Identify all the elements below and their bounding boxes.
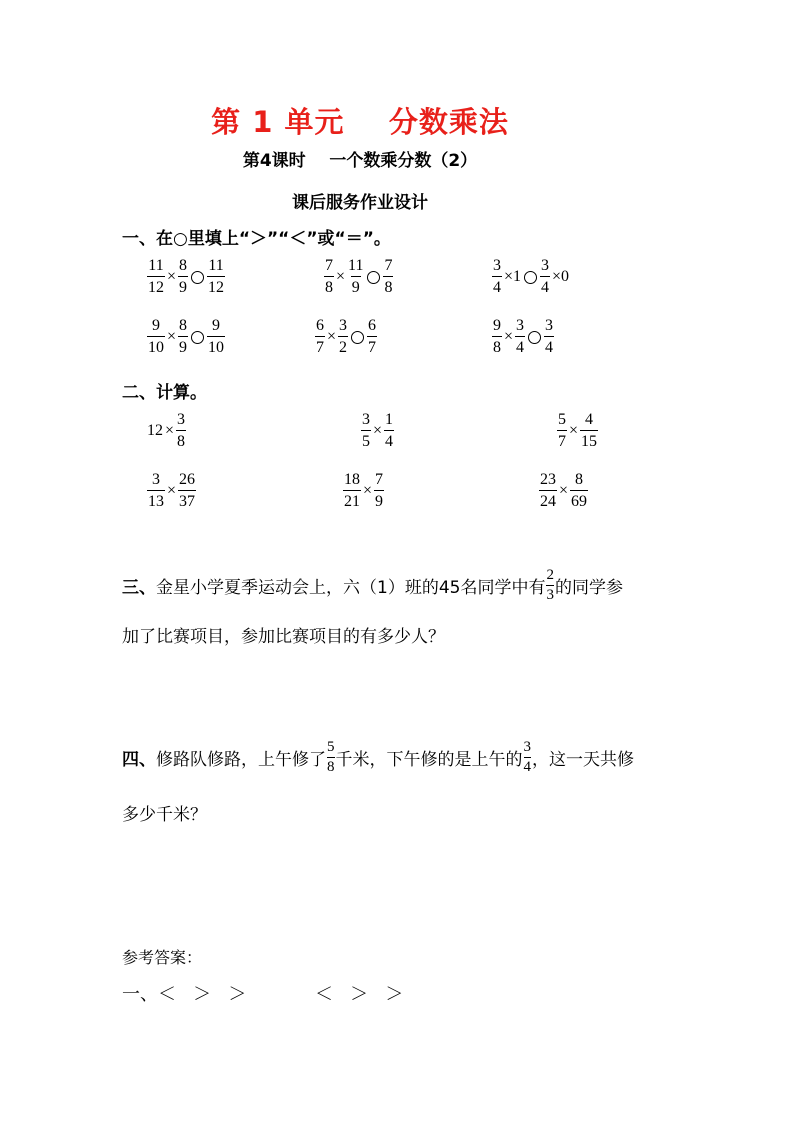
calc-item-6: [538, 472, 589, 510]
answer-circle[interactable]: [524, 271, 537, 284]
section3-line1: 三、 金星小学夏季运动会上，六（1）班的45名同学中有 $\frac{2}{3}$ 的同学参: [122, 567, 623, 603]
unit-title: 第 1 单元 分数乘法: [211, 105, 509, 139]
numerator: 7: [375, 471, 384, 488]
fraction: [347, 258, 364, 296]
numerator: 26: [179, 471, 196, 488]
operator: ×: [559, 482, 569, 499]
numerator: 6: [368, 317, 377, 334]
fraction: [515, 318, 525, 356]
denominator: 9: [178, 276, 188, 296]
fraction: [570, 472, 588, 510]
denominator: 37: [178, 490, 196, 510]
calc-item-1: [146, 412, 187, 450]
numerator: 9: [493, 317, 501, 334]
denominator: 12: [207, 276, 225, 296]
denominator: 9: [374, 490, 384, 510]
answer-circle[interactable]: [528, 331, 541, 344]
section4-line2: 多少千米？: [122, 805, 207, 825]
operator: ×: [327, 328, 337, 345]
numerator: 23: [540, 471, 556, 488]
fraction: [207, 258, 225, 296]
compare-item-4: [146, 318, 226, 356]
answers-label: 参考答案：: [122, 948, 203, 967]
fraction: [383, 258, 393, 296]
answers-line1: 一、＜ ＞ ＞ ＜ ＞ ＞: [122, 984, 404, 1005]
denominator: 10: [147, 336, 165, 356]
fraction: [343, 472, 361, 510]
answer-circle[interactable]: [351, 331, 364, 344]
fraction: [147, 258, 165, 296]
operator: 12: [147, 422, 163, 439]
fraction: [492, 258, 502, 296]
numerator: 3: [541, 257, 550, 274]
denominator: 4: [492, 276, 502, 296]
fraction: [147, 318, 165, 356]
operator: ×: [373, 422, 383, 439]
denominator: 4: [515, 336, 525, 356]
denominator: 8: [176, 430, 186, 450]
operator: ×: [167, 482, 177, 499]
lesson-subtitle: 第4课时 一个数乘分数（2）: [242, 151, 478, 171]
calc-item-4: [146, 472, 197, 510]
fraction: [580, 412, 598, 450]
fraction: [178, 472, 196, 510]
numerator: 3: [177, 411, 186, 428]
section2-heading: 二、计算。: [122, 383, 207, 403]
fraction: [361, 412, 371, 450]
operator: ×: [504, 328, 514, 345]
fraction: [178, 318, 188, 356]
denominator: 12: [147, 276, 165, 296]
fraction: [557, 412, 567, 450]
denominator: 4: [540, 276, 550, 296]
numerator: 1: [385, 411, 394, 428]
compare-item-5: [314, 318, 378, 356]
denominator: 21: [343, 490, 361, 510]
numerator: 3: [523, 739, 531, 755]
numerator: 11: [208, 257, 224, 274]
numerator: 4: [585, 411, 594, 428]
operator: ×: [165, 422, 175, 439]
numerator: 7: [325, 257, 333, 274]
numerator: 8: [179, 257, 188, 274]
denominator: 7: [367, 336, 377, 356]
numerator: 3: [493, 257, 501, 274]
denominator: 9: [351, 276, 361, 296]
denominator: 15: [580, 430, 598, 450]
numerator: 6: [316, 317, 324, 334]
denominator: 13: [147, 490, 165, 510]
numerator: 18: [344, 471, 360, 488]
calc-item-2: [360, 412, 395, 450]
numerator: 3: [516, 317, 525, 334]
numerator: 8: [179, 317, 188, 334]
fraction: [544, 318, 554, 356]
operator: ×: [167, 268, 177, 285]
fraction: [338, 318, 348, 356]
answer-circle[interactable]: [367, 271, 380, 284]
denominator: 8: [327, 759, 335, 775]
numerator: 5: [327, 739, 335, 755]
compare-item-1: [146, 258, 226, 296]
numerator: 3: [362, 411, 370, 428]
denominator: 4: [384, 430, 394, 450]
denominator: 8: [492, 336, 502, 356]
operator: ×: [363, 482, 373, 499]
section4-line1: 四、 修路队修路，上午修了 $\frac{5}{8}$ 千米，下午修的是上午的 $\frac{3}{4}$ ，这一天共修: [122, 739, 634, 775]
fraction: [384, 412, 394, 450]
compare-item-3: [491, 258, 570, 296]
calc-item-5: [342, 472, 385, 510]
fraction: [524, 740, 532, 775]
compare-item-2: [323, 258, 394, 296]
numerator: 11: [148, 257, 164, 274]
denominator: 10: [207, 336, 225, 356]
denominator: 2: [338, 336, 348, 356]
fraction: [540, 258, 550, 296]
fraction: [207, 318, 225, 356]
denominator: 8: [383, 276, 393, 296]
denominator: 7: [557, 430, 567, 450]
fraction: [539, 472, 557, 510]
operator: ×: [167, 328, 177, 345]
denominator: 5: [361, 430, 371, 450]
numerator: 9: [152, 317, 160, 334]
denominator: 69: [570, 490, 588, 510]
denominator: 24: [539, 490, 557, 510]
numerator: 8: [575, 471, 584, 488]
fraction: [374, 472, 384, 510]
numerator: 11: [348, 257, 364, 274]
answer-circle[interactable]: [191, 271, 204, 284]
operator: ×: [569, 422, 579, 439]
denominator: 9: [178, 336, 188, 356]
operator: ×1: [504, 268, 522, 285]
fraction: [327, 740, 335, 775]
fraction: [176, 412, 186, 450]
operator: ×: [336, 268, 346, 285]
section1-heading: 一、在○里填上“＞”“＜”或“＝”。: [122, 229, 391, 249]
section3-line2: 加了比赛项目，参加比赛项目的有多少人？: [122, 627, 445, 647]
denominator: 8: [324, 276, 334, 296]
calc-item-3: [556, 412, 599, 450]
denominator: 4: [523, 759, 531, 775]
fraction: [324, 258, 334, 296]
operator: ×0: [552, 268, 570, 285]
numerator: 2: [546, 567, 554, 583]
numerator: 3: [339, 317, 348, 334]
fraction: [315, 318, 325, 356]
numerator: 3: [152, 471, 160, 488]
numerator: 5: [558, 411, 566, 428]
answer-circle[interactable]: [191, 331, 204, 344]
numerator: 9: [212, 317, 221, 334]
fraction: [546, 568, 554, 603]
denominator: 7: [315, 336, 325, 356]
numerator: 7: [384, 257, 393, 274]
numerator: 3: [545, 317, 554, 334]
denominator: 4: [544, 336, 554, 356]
compare-item-6: [491, 318, 555, 356]
fraction: [178, 258, 188, 296]
fraction: [367, 318, 377, 356]
fraction: [492, 318, 502, 356]
denominator: 3: [546, 587, 554, 603]
fraction: [147, 472, 165, 510]
homework-design-title: 课后服务作业设计: [292, 193, 428, 213]
